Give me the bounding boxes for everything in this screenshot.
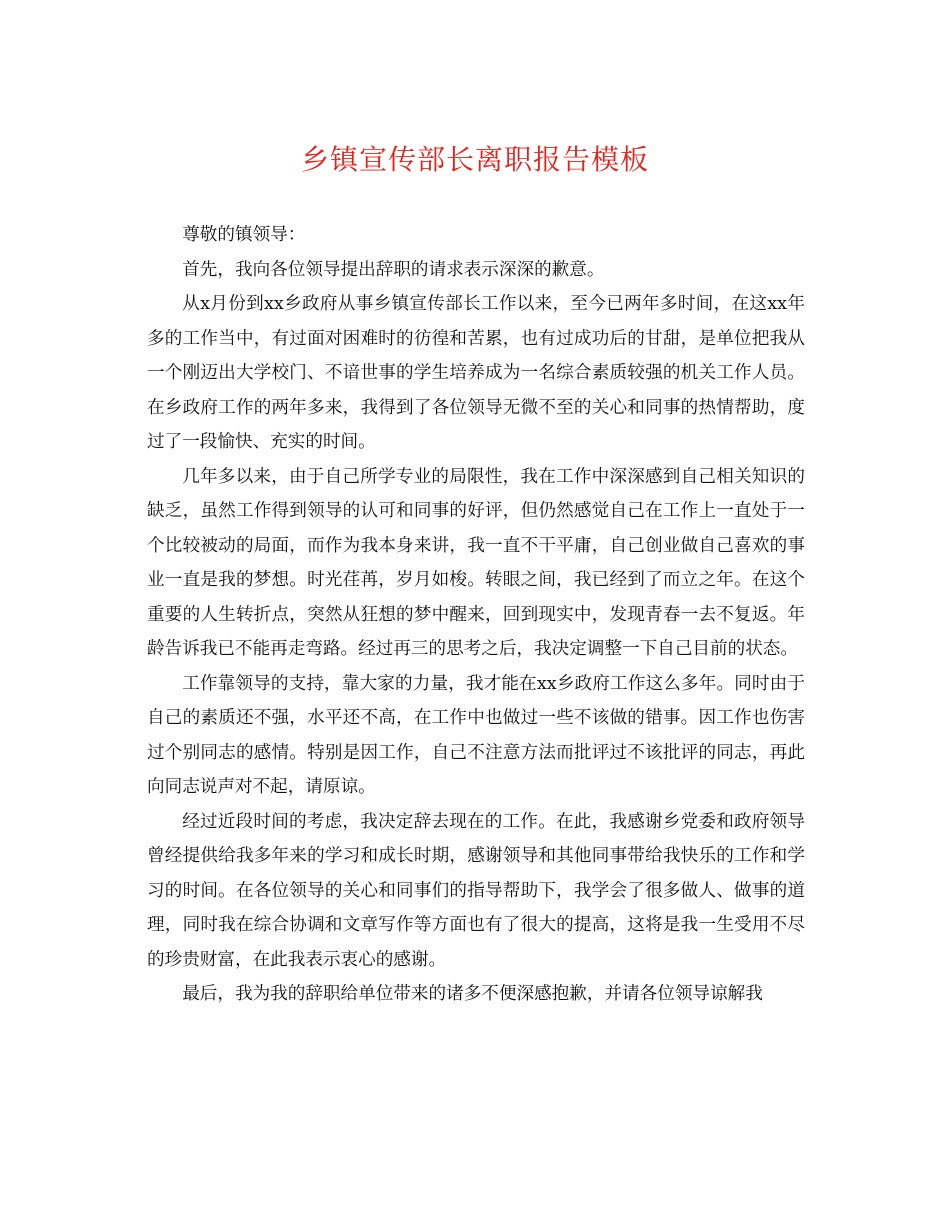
document-body	[147, 218, 805, 1012]
paragraph: 最后，我为我的辞职给单位带来的诸多不便深感抱歉，并请各位领导谅解我	[182, 984, 763, 1004]
paragraph: 经过近段时间的考虑，我决定辞去现在的工作。在此，我感谢乡党委和政府领导曾经提供给我多年来的学习和成长时期，感谢领导和其他同事带给我快乐的工作和学习的时间。在各位领导的关心和同事们的指导帮助下，我学会了很多做人、做事的道理，同时我在综合协调和文章写作等方面也有了很大的提高，这将是我一生受用不尽的珍贵财富，在此我表示衷心的感谢。	[147, 811, 805, 970]
paragraph: 首先，我向各位领导提出辞职的请求表示深深的歉意。	[182, 259, 605, 280]
salutation: 尊敬的镇领导：	[182, 225, 306, 245]
paragraph: 工作靠领导的支持，靠大家的力量，我才能在xx乡政府工作这么多年。同时由于自己的素质还不强，水平还不高，在工作中也做过一些不该做的错事。因工作也伤害过个别同志的感情。特别是因工作，自己不注意方法而批评过不该批评的同志，再此向同志说声对不起，请原谅。	[147, 673, 805, 797]
paragraph: 从x月份到xx乡政府从事乡镇宣传部长工作以来，至今已两年多时间，在这xx年多的工作当中，有过面对困难时的彷徨和苦累，也有过成功后的甘甜，是单位把我从一个刚迈出大学校门、不谙世事的学生培养成为一名综合素质较强的机关工作人员。在乡政府工作的两年多来，我得到了各位领导无微不至的关心和同事的热情帮助，度过了一段愉快、充实的时间。	[147, 294, 805, 452]
paragraph: 几年多以来，由于自己所学专业的局限性，我在工作中深深感到自己相关知识的缺乏，虽然工作得到领导的认可和同事的好评，但仍然感觉自己在工作上一直处于一个比较被动的局面，而作为我本身来讲，我一直不干平庸，自己创业做自己喜欢的事业一直是我的梦想。时光荏苒，岁月如梭。转眼之间，我已经到了而立之年。在这个重要的人生转折点，突然从狂想的梦中醒来，回到现实中，发现青春一去不复返。年龄告诉我已不能再走弯路。经过再三的思考之后，我决定调整一下自己目前的状态。	[147, 466, 805, 659]
document-title: 乡镇宣传部长离职报告模板	[300, 143, 649, 176]
